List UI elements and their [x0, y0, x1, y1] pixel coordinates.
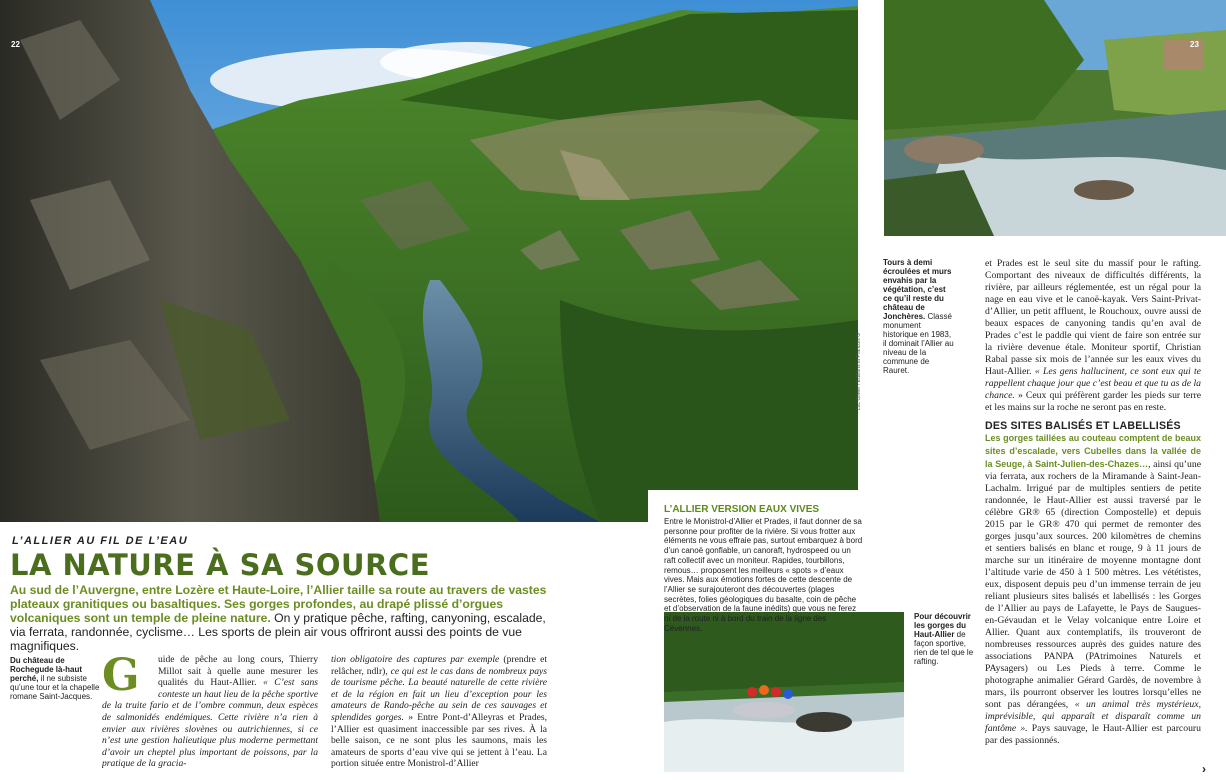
caption-rochegude: [10, 656, 100, 701]
caption-rochegude-bold: Du château de Rochegude là-haut perché,: [10, 656, 83, 683]
col3-text-2: » Ceux qui préfèrent garder les pieds sur terre et les mains sur la roche ne seront pas en reste.: [985, 390, 1201, 413]
rafting-image: [664, 612, 904, 772]
col1-text: uide de pêche au long cours, Thierry Millot sait à quelle aune mesurer les qualités du Haut-Allier.: [158, 654, 318, 689]
dropcap-spacer: [102, 650, 158, 701]
col3-text-1: et Prades est le seul site du massif pour le rafting. Comportant des niveaux de difficultés différents, la rivière, par ailleurs réglementée, est un régal pour la nage en eau vive et le canoë-kayak. Vers Saint-Privat-d’Allier, un petit affluent, le Rouchoux, ouvre aussi de beaux espaces de canyoning tandis qu’en aval de Prades c’est le paddle qui vient de faire son entrée sur la rivière devenue étale. Moniteur sportif, Christian Rabal passe six mois de l’année sur les eaux vives du Haut-Allier.: [985, 258, 1201, 377]
rafting-photo: [664, 612, 904, 772]
box-text: Entre le Monistrol-d’Allier et Prades, il faut donner de sa personne pour profiter de la rivière. Si vous frotter aux éléments ne vous effraie pas, surtout embarquez à bord d’un canoë gonflable, un canoraft, hydrospeed ou un raft collectif avec un moniteur. Rapides, tourbillons, remous… proposent les meilleurs « spots » d’eaux vives. Mais aux émotions fortes de cette descente de l’Allier se surajouteront des découvertes (plages secrètes, folies géologiques du basalte, coin de pêche et d’observation de la faune inédits) que vous ne ferez ni de la route ni à bord du train de la ligne des Cévennes.: [664, 517, 863, 633]
eaux-vives-box: [648, 490, 880, 633]
caption-joncheres: [883, 258, 955, 375]
caption-rafting-text: de façon sportive, rien de tel que le rafting.: [914, 630, 974, 666]
col3-quote-1: « Les gens hallucinent, ce sont eux qui te rappellent chaque jour que c’est beau et que tu as de la chance.: [985, 366, 1201, 401]
river-rapids-photo: [884, 0, 1226, 236]
subheading-sites: DES SITES BALISÉS ET LABELLISÉS: [985, 420, 1181, 432]
lead-rest: On y pratique pêche, rafting, canyoning, escalade, via ferrata, randonnée, cyclisme… Les sports de plein air vous offriront aussi des points de vue magnifiques.: [10, 611, 546, 653]
caption-rochegude-text: il ne subsiste qu’une tour et la chapelle romane Saint-Jacques.: [10, 674, 100, 701]
col2-quote-2: ce qui est le cas dans de nombreux pays de tourisme pêche. La beauté naturelle de cette rivière et de la région en fait un lieu d’exception pour les amateurs de Rando-pêche au sein de ces sauvages et splendides gorges.: [331, 665, 547, 723]
col3-green-text: Les gorges taillées au couteau comptent de beaux sites d’escalade, vers Cubelles dans la vallée de la Seuge, à Saint-Julien-des-Chazes…: [985, 433, 1201, 469]
col3-text-3: , ainsi qu’une via ferrata, aux rochers de la Miramande à Saint-Jean-Lachalm. Irrigué par de multiples sentiers de petite randonnée, le Haut-Allier est aussi traversé par le célèbre GR® 65 (direction Compostelle) et depuis 2015 par le GR® 470 qui permet de remonter des gorges jusqu’aux sources. 200 kilomètres de chemins et sentiers balisés en blanc et rouge, 9 à 11 jours de marche sur un itinéraire de moyenne montagne dont l’altitude varie de 450 à 1 500 mètres. Les vététistes, eux, disposent depuis peu d’un immense terrain de jeu reliant plusieurs sites balisés et labellisés : les Gorges de l’Allier au pays de Lafayette, le Pays de Saugues-en-Gévaudan et le Velay volcanique entre Loire et Allier. Quant aux contemplatifs, ils trouveront de nombreuses ressources auprès des guides nature des associations PANPA (PAtrimoines Naturels et PAysagers) ou Les Pieds à terre. Comme le photographe animalier Gérard Gardès, de novembre à mars, ils pourront observer les loutres lorsqu’elles ne sont pas dérangées,: [985, 459, 1201, 710]
body-column-2: [331, 654, 547, 778]
drop-cap: G: [102, 650, 140, 701]
caption-rafting-bold: Pour découvrir les gorges du Haut-Allier: [914, 612, 971, 639]
next-page-arrow-icon[interactable]: ›: [1202, 762, 1206, 776]
photo-credit: Luc Olivier / Editions et Francois G: [856, 333, 862, 410]
river-rapids-image: [884, 0, 1226, 236]
caption-joncheres-text: Classé monument historique en 1983, il dominait l’Allier au niveau de la commune de Rauret.: [883, 312, 954, 375]
col2-text-1: (prendre et relâcher, ndlr),: [331, 654, 547, 677]
caption-joncheres-bold: Tours à demi écroulées et murs envahis par la végétation, c’est ce qu’il reste du château de Jonchères.: [883, 258, 952, 321]
section-kicker: L’ALLIER AU FIL DE L’EAU: [12, 535, 189, 547]
body-column-1: [102, 650, 318, 778]
caption-rafting: [914, 612, 974, 666]
gorge-landscape-image: [0, 0, 858, 522]
article-lead: [10, 583, 555, 653]
col1-quote: « C’est sans conteste un haut lieu de la pêche sportive de la truite fario et de l’ombre commun, deux espèces de salmonidés endémiques. Cette rivière n’a rien à envier aux rivières slovènes ou autrichiennes, si ce n’est une gestion halieutique plus moderne permettant d’avoir un cheptel plus important de poissons, par la pratique de la gracia-: [102, 677, 318, 770]
body-column-3: [985, 258, 1201, 778]
col3-quote-2: « un animal très mystérieux, imprévisible, qui apparaît et disparaît comme un fantôme ».: [985, 699, 1201, 734]
article-title: LA NATURE À SA SOURCE: [10, 548, 431, 582]
col2-text-2: » Entre Pont-d’Alleyras et Prades, l’Allier est quasiment inaccessible par ses rives. À la belle saison, ce ne sont plus les saumons, mais les amateurs de sports d’eau vive qui se jettent à l’eau. La portion située entre Monistrol-d’Allier: [331, 711, 547, 770]
main-gorge-photo: [0, 0, 858, 522]
box-title: L’ALLIER VERSION EAUX VIVES: [664, 504, 820, 515]
lead-green: Au sud de l’Auvergne, entre Lozère et Haute-Loire, l’Allier taille sa route au travers de vastes plateaux granitiques ou basaltiques. Ses gorges profondes, au drapé plissé d’orgues volcaniques sont un temple de pleine nature.: [10, 583, 547, 625]
page-number-left: 22: [11, 40, 20, 49]
page-number-right: 23: [1190, 40, 1199, 49]
col2-quote-1: tion obligatoire des captures par exemple: [331, 654, 500, 665]
col3-text-4: Pays sauvage, le Haut-Allier est parcouru par des passionnés.: [985, 723, 1201, 746]
